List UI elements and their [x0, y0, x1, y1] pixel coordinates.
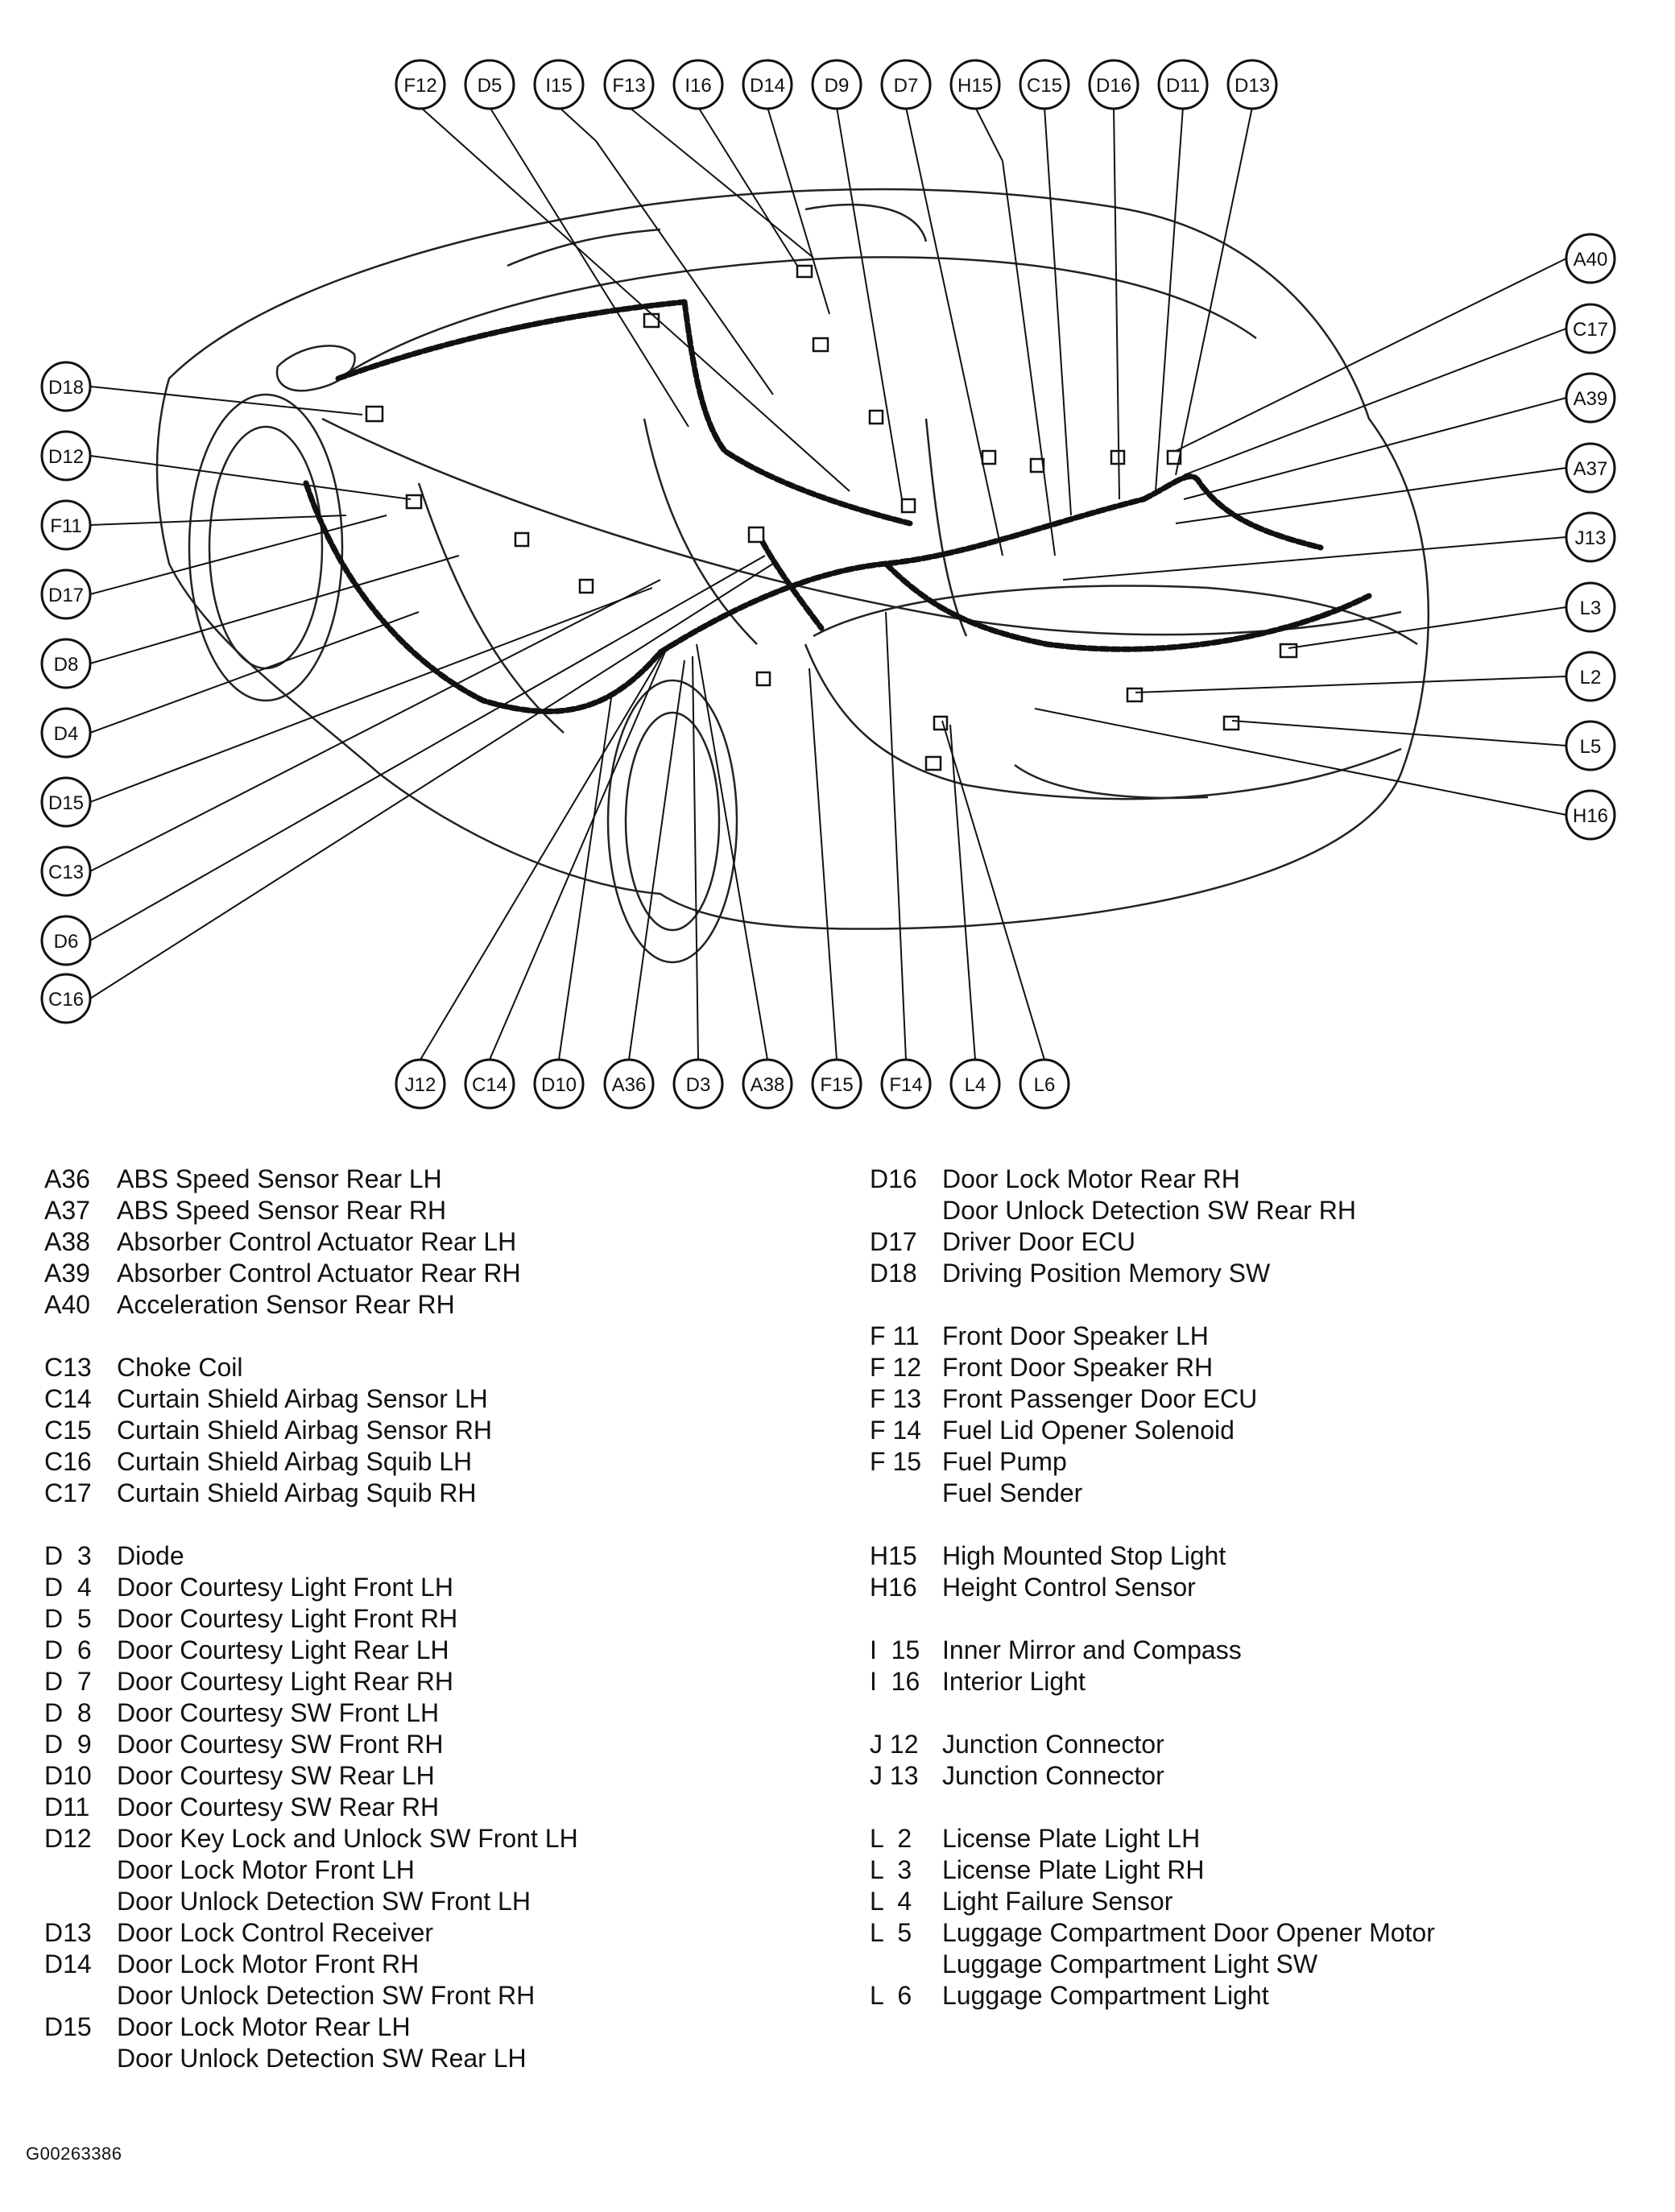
callout-d15: [42, 778, 90, 826]
legend-description: Door Courtesy Light Front LH: [117, 1573, 453, 1602]
legend-code: D15: [44, 2012, 92, 2041]
legend-entry: [44, 1195, 578, 1226]
legend-description: Driving Position Memory SW: [942, 1259, 1271, 1288]
legend-gap: [44, 1509, 578, 1540]
svg-text:L5: L5: [1579, 736, 1602, 758]
callout-i15: [535, 60, 583, 109]
legend-code: D17: [870, 1227, 917, 1256]
svg-text:F15: F15: [820, 1074, 854, 1096]
callout-l6: [1020, 1060, 1069, 1108]
callout-d3: [674, 1060, 722, 1108]
svg-text:F11: F11: [50, 515, 82, 537]
legend-gap: [44, 1321, 578, 1352]
legend-entry: [44, 1352, 578, 1383]
callout-l5: [1566, 721, 1615, 770]
legend-entry: [870, 1446, 1435, 1478]
legend-code-spacer: [870, 1478, 942, 1509]
svg-text:D3: D3: [685, 1074, 711, 1096]
legend-entry: [870, 1383, 1435, 1415]
legend-entry: [870, 1195, 1435, 1226]
legend-description: Front Door Speaker LH: [942, 1321, 1209, 1350]
svg-text:D14: D14: [749, 75, 786, 97]
legend-right-column: [870, 1164, 1435, 2011]
legend-entry: [44, 1258, 578, 1289]
legend-entry: [870, 1729, 1435, 1760]
legend-description: Front Door Speaker RH: [942, 1353, 1214, 1382]
legend-gap: [870, 1697, 1435, 1729]
legend-code: C17: [44, 1478, 92, 1507]
callout-a40: [1566, 234, 1615, 283]
legend-description: Curtain Shield Airbag Sensor RH: [117, 1416, 493, 1445]
callout-d6: [42, 916, 90, 965]
legend-code: L 4: [870, 1887, 912, 1916]
legend-code: F 13: [870, 1384, 922, 1413]
svg-text:L3: L3: [1579, 597, 1602, 619]
legend-description: Luggage Compartment Light SW: [942, 1949, 1318, 1978]
svg-text:C13: C13: [48, 862, 85, 883]
callout-d10: [535, 1060, 583, 1108]
svg-text:I16: I16: [684, 75, 712, 97]
legend-entry: [870, 1226, 1435, 1258]
legend-description: Door Courtesy Light Rear LH: [117, 1635, 449, 1664]
legend-code: H16: [870, 1573, 917, 1602]
svg-text:L4: L4: [964, 1074, 986, 1096]
callout-f15: [813, 1060, 861, 1108]
svg-text:D11: D11: [1165, 75, 1201, 97]
legend-entry: [44, 1980, 578, 2011]
legend-code: D 4: [44, 1573, 92, 1602]
legend-description: Door Key Lock and Unlock SW Front LH: [117, 1824, 578, 1853]
legend-description: Curtain Shield Airbag Squib RH: [117, 1478, 477, 1507]
callout-d7: [882, 60, 930, 109]
legend-code: L 5: [870, 1918, 912, 1947]
callout-l4: [951, 1060, 999, 1108]
legend-entry: [44, 1415, 578, 1446]
legend-entry: [44, 1854, 578, 1886]
svg-text:D8: D8: [53, 654, 79, 676]
legend-code: D 6: [44, 1635, 92, 1664]
legend-code: I 16: [870, 1667, 920, 1696]
svg-text:C15: C15: [1026, 75, 1063, 97]
legend-code: D18: [870, 1259, 917, 1288]
legend-entry: [870, 1980, 1435, 2011]
legend-code: D 9: [44, 1730, 92, 1759]
callout-f14: [882, 1060, 930, 1108]
callout-f11: [42, 501, 90, 549]
legend-entry: [870, 1854, 1435, 1886]
figure-id: G00263386: [26, 2144, 122, 2164]
legend-entry: [44, 1446, 578, 1478]
legend-description: Door Lock Motor Front RH: [117, 1949, 420, 1978]
legend-description: Fuel Sender: [942, 1478, 1083, 1507]
callout-d11: [1159, 60, 1207, 109]
legend-code: I 15: [870, 1635, 920, 1664]
legend-description: Junction Connector: [942, 1761, 1164, 1790]
svg-text:D17: D17: [48, 585, 85, 606]
legend-code: D 3: [44, 1541, 92, 1570]
legend-description: High Mounted Stop Light: [942, 1541, 1226, 1570]
legend-entry: [44, 1478, 578, 1509]
legend-entry: [870, 1415, 1435, 1446]
legend-entry: [870, 1949, 1435, 1980]
legend-description: Door Unlock Detection SW Front LH: [117, 1887, 531, 1916]
callout-c16: [42, 974, 90, 1023]
top-callouts: [396, 60, 1276, 109]
legend-description: Door Courtesy SW Front RH: [117, 1730, 444, 1759]
legend-description: Fuel Lid Opener Solenoid: [942, 1416, 1235, 1445]
callout-d13: [1228, 60, 1276, 109]
legend-description: Luggage Compartment Light: [942, 1981, 1269, 2010]
callout-d4: [42, 709, 90, 757]
legend-entry: [44, 1666, 578, 1697]
legend-description: Height Control Sensor: [942, 1573, 1196, 1602]
callout-d8: [42, 639, 90, 688]
legend-code: D 8: [44, 1698, 92, 1727]
callout-i16: [674, 60, 722, 109]
bottom-callouts: [396, 1060, 1069, 1108]
legend-code: A36: [44, 1164, 90, 1193]
legend-code-spacer: [44, 1980, 117, 2011]
legend-code-spacer: [44, 1886, 117, 1917]
legend-code: L 3: [870, 1855, 912, 1884]
legend-code-spacer: [870, 1949, 942, 1980]
callout-d9: [813, 60, 861, 109]
svg-text:F14: F14: [889, 1074, 923, 1096]
legend-entry: [44, 1697, 578, 1729]
legend-entry: [44, 1760, 578, 1792]
legend-code: C15: [44, 1416, 92, 1445]
legend-code: F 15: [870, 1447, 922, 1476]
legend-code: F 11: [870, 1321, 920, 1350]
callout-d18: [42, 362, 90, 411]
svg-text:L6: L6: [1033, 1074, 1056, 1096]
legend-description: Door Courtesy Light Front RH: [117, 1604, 458, 1633]
svg-text:I15: I15: [545, 75, 573, 97]
legend-gap: [870, 1289, 1435, 1321]
legend-code: C14: [44, 1384, 92, 1413]
legend-entry: [44, 1792, 578, 1823]
legend-description: Door Courtesy SW Rear RH: [117, 1792, 440, 1821]
legend-description: Door Courtesy Light Rear RH: [117, 1667, 453, 1696]
svg-text:D7: D7: [893, 75, 919, 97]
svg-text:D4: D4: [53, 723, 79, 745]
svg-text:D10: D10: [540, 1074, 577, 1096]
legend-description: Light Failure Sensor: [942, 1887, 1173, 1916]
legend-description: Curtain Shield Airbag Squib LH: [117, 1447, 473, 1476]
callout-c15: [1020, 60, 1069, 109]
legend-code: F 12: [870, 1353, 922, 1382]
callout-f13: [605, 60, 653, 109]
legend-code: A39: [44, 1259, 90, 1288]
legend-entry: [44, 1823, 578, 1854]
legend-entry: [44, 1917, 578, 1949]
callout-d14: [743, 60, 792, 109]
legend-entry: [870, 1760, 1435, 1792]
legend-description: Fuel Pump: [942, 1447, 1067, 1476]
legend-description: Absorber Control Actuator Rear RH: [117, 1259, 521, 1288]
callout-f12: [396, 60, 445, 109]
wiring-harness: [306, 302, 1369, 712]
legend-entry: [870, 1352, 1435, 1383]
legend-description: Acceleration Sensor Rear RH: [117, 1290, 455, 1319]
legend-description: Door Lock Motor Rear LH: [117, 2012, 411, 2041]
legend-description: Luggage Compartment Door Opener Motor: [942, 1918, 1435, 1947]
legend-code: H15: [870, 1541, 917, 1570]
legend-description: License Plate Light RH: [942, 1855, 1205, 1884]
legend-entry: [870, 1917, 1435, 1949]
legend-description: Inner Mirror and Compass: [942, 1635, 1242, 1664]
legend-description: Front Passenger Door ECU: [942, 1384, 1258, 1413]
legend-code: D10: [44, 1761, 92, 1790]
left-callouts: [42, 362, 90, 1023]
legend-entry: [870, 1258, 1435, 1289]
callout-d17: [42, 570, 90, 618]
svg-text:A38: A38: [750, 1074, 785, 1096]
legend-entry: [44, 1540, 578, 1572]
legend-entry: [44, 1164, 578, 1195]
legend-description: Driver Door ECU: [942, 1227, 1136, 1256]
svg-text:C14: C14: [471, 1074, 508, 1096]
legend-entry: [44, 2011, 578, 2043]
legend-entry: [44, 1603, 578, 1635]
legend-entry: [44, 2043, 578, 2074]
legend-code: J 12: [870, 1730, 919, 1759]
svg-text:D16: D16: [1095, 75, 1132, 97]
legend-entry: [44, 1289, 578, 1321]
svg-text:D5: D5: [477, 75, 502, 97]
legend-description: Absorber Control Actuator Rear LH: [117, 1227, 517, 1256]
legend-description: ABS Speed Sensor Rear LH: [117, 1164, 442, 1193]
callout-c14: [465, 1060, 514, 1108]
legend-entry: [870, 1164, 1435, 1195]
legend-entry: [870, 1540, 1435, 1572]
legend-code: D11: [44, 1792, 90, 1821]
callout-j13: [1566, 513, 1615, 561]
callout-l3: [1566, 583, 1615, 631]
legend-code: C13: [44, 1353, 92, 1382]
svg-text:D9: D9: [824, 75, 850, 97]
svg-text:C16: C16: [48, 989, 85, 1011]
legend-description: ABS Speed Sensor Rear RH: [117, 1196, 447, 1225]
legend-entry: [44, 1635, 578, 1666]
legend-entry: [870, 1572, 1435, 1603]
callout-d12: [42, 432, 90, 480]
legend-code: D14: [44, 1949, 92, 1978]
legend-description: Door Lock Motor Front LH: [117, 1855, 415, 1884]
legend-description: Door Unlock Detection SW Rear RH: [942, 1196, 1356, 1225]
legend-code: D16: [870, 1164, 917, 1193]
legend-description: Door Lock Control Receiver: [117, 1918, 434, 1947]
legend-code: L 2: [870, 1824, 912, 1853]
legend-code: D13: [44, 1918, 92, 1947]
svg-text:H15: H15: [957, 75, 994, 97]
callout-h16: [1566, 791, 1615, 839]
callout-a37: [1566, 444, 1615, 492]
legend-code-spacer: [44, 1854, 117, 1886]
legend-entry: [44, 1886, 578, 1917]
svg-text:D12: D12: [48, 446, 85, 468]
legend-entry: [870, 1823, 1435, 1854]
legend-gap: [870, 1509, 1435, 1540]
legend-code: D 5: [44, 1604, 92, 1633]
callout-d5: [465, 60, 514, 109]
svg-text:J13: J13: [1574, 527, 1607, 549]
legend-code: A37: [44, 1196, 90, 1225]
legend-entry: [870, 1321, 1435, 1352]
svg-text:F13: F13: [612, 75, 646, 97]
legend-entry: [44, 1226, 578, 1258]
legend-entry: [44, 1949, 578, 1980]
svg-text:F12: F12: [403, 75, 437, 97]
legend-entry: [44, 1572, 578, 1603]
legend-entry: [44, 1383, 578, 1415]
callout-l2: [1566, 652, 1615, 701]
right-callouts: [1566, 234, 1615, 839]
legend-code: J 13: [870, 1761, 919, 1790]
legend-code: D 7: [44, 1667, 92, 1696]
legend-description: Curtain Shield Airbag Sensor LH: [117, 1384, 488, 1413]
legend-gap: [870, 1603, 1435, 1635]
svg-text:A36: A36: [611, 1074, 647, 1096]
svg-text:H16: H16: [1572, 805, 1609, 827]
svg-text:D13: D13: [1234, 75, 1271, 97]
callout-j12: [396, 1060, 445, 1108]
svg-text:A39: A39: [1573, 388, 1608, 410]
callout-c17: [1566, 304, 1615, 353]
svg-text:A37: A37: [1573, 458, 1608, 480]
svg-text:A40: A40: [1573, 249, 1608, 271]
callout-a38: [743, 1060, 792, 1108]
legend-description: Choke Coil: [117, 1353, 243, 1382]
legend-description: Door Lock Motor Rear RH: [942, 1164, 1240, 1193]
legend-description: Door Courtesy SW Front LH: [117, 1698, 440, 1727]
callout-a36: [605, 1060, 653, 1108]
legend-code: L 6: [870, 1981, 912, 2010]
legend-description: Door Unlock Detection SW Rear LH: [117, 2044, 527, 2073]
legend-description: Door Unlock Detection SW Front RH: [117, 1981, 536, 2010]
legend-code: A38: [44, 1227, 90, 1256]
legend-entry: [870, 1666, 1435, 1697]
legend-description: Diode: [117, 1541, 184, 1570]
callout-c13: [42, 847, 90, 895]
svg-text:D15: D15: [48, 792, 85, 814]
svg-text:D6: D6: [53, 931, 79, 953]
svg-text:D18: D18: [48, 377, 85, 399]
legend-code-spacer: [870, 1195, 942, 1226]
legend-code-spacer: [44, 2043, 117, 2074]
legend-entry: [44, 1729, 578, 1760]
legend-code: F 14: [870, 1416, 922, 1445]
legend-code: C16: [44, 1447, 92, 1476]
legend-description: License Plate Light LH: [942, 1824, 1201, 1853]
legend-description: Interior Light: [942, 1667, 1086, 1696]
legend-left-column: [44, 1164, 578, 2074]
legend-code: D12: [44, 1824, 92, 1853]
callout-h15: [951, 60, 999, 109]
legend-gap: [870, 1792, 1435, 1823]
legend-description: Door Courtesy SW Rear LH: [117, 1761, 435, 1790]
callout-a39: [1566, 374, 1615, 422]
callout-d16: [1090, 60, 1138, 109]
leader-lines: [90, 105, 1566, 1060]
legend-entry: [870, 1635, 1435, 1666]
legend-description: Junction Connector: [942, 1730, 1164, 1759]
svg-text:J12: J12: [404, 1074, 436, 1096]
svg-text:C17: C17: [1572, 319, 1609, 341]
legend-entry: [870, 1478, 1435, 1509]
legend-entry: [870, 1886, 1435, 1917]
legend-code: A40: [44, 1290, 90, 1319]
svg-text:L2: L2: [1579, 667, 1602, 688]
